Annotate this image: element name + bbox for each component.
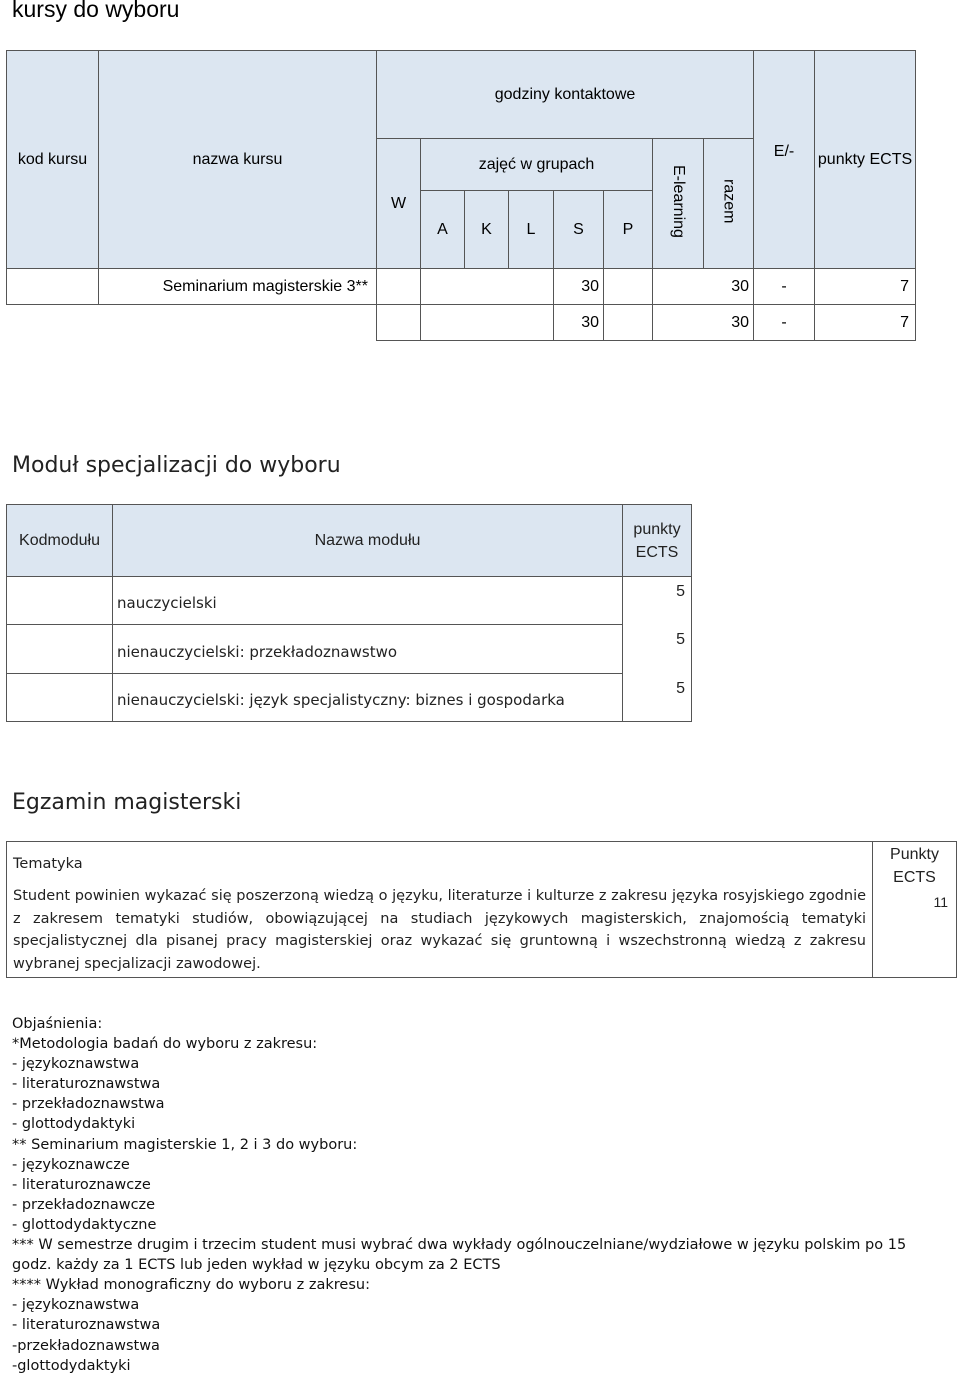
course-name: Seminarium magisterskie 3**: [99, 269, 377, 305]
header-p: P: [604, 191, 653, 269]
exam-ects-value: 11: [933, 894, 948, 910]
header-nazwa-modulu: Nazwa modułu: [113, 505, 623, 577]
header-punkty-ects: punkty ECTS: [815, 51, 916, 269]
section-title-modul: Moduł specjalizacji do wyboru: [12, 453, 341, 478]
note-line: - językoznawcze: [12, 1156, 130, 1173]
courses-table: [6, 50, 916, 341]
module-ects: 5: [623, 674, 692, 722]
exam-table: [6, 841, 957, 978]
header-godziny-kontaktowe: godziny kontaktowe: [377, 51, 754, 139]
module-name: nienauczycielski: język specjalistyczny: biznes i gospodarka: [113, 674, 623, 722]
header-s: S: [554, 191, 604, 269]
exam-description: Student powinien wykazać się poszerzoną wiedzą o języku, literaturze i kulturze z zakresu języka rosyjskiego zgodnie z zakresem tematyki studiów, obowiązującej na studiach językowych magisterskich, znajomością tematyki specjalistycznej dla pisanej pracy magisterskiej oraz wykazać się gruntowną i wszechstronną wiedzą z zakresu wybranej specjalizacji zawodowej.: [13, 888, 867, 972]
cell-s: 30: [554, 269, 604, 305]
note-line: - przekładoznawstwa: [12, 1096, 165, 1113]
cell-e: -: [754, 269, 815, 305]
note-line: **** Wykład monograficzny do wyboru z zakresu:: [12, 1277, 370, 1294]
modules-table: [6, 504, 692, 722]
table-row: [7, 674, 692, 722]
note-line: ** Seminarium magisterskie 1, 2 i 3 do wyboru:: [12, 1136, 358, 1153]
cell-ects: 7: [815, 305, 916, 341]
module-name: nauczycielski: [113, 577, 623, 625]
header-punkty-ects: Punkty ECTS: [890, 846, 939, 886]
note-line: - literaturoznawstwa: [12, 1317, 161, 1334]
header-e-minus: E/-: [754, 51, 815, 269]
header-kod-modulu: Kodmodułu: [7, 505, 113, 577]
header-razem: razem: [704, 139, 754, 269]
module-ects: 5: [623, 577, 692, 625]
exam-tematyka-cell: [7, 842, 873, 978]
header-a: A: [421, 191, 465, 269]
cell-razem: 30: [653, 269, 754, 305]
note-line: - literaturoznawstwa: [12, 1076, 161, 1093]
header-e-learning: E-learning: [653, 139, 704, 269]
header-nazwa-kursu: nazwa kursu: [99, 51, 377, 269]
note-line: -przekładoznawstwa: [12, 1337, 160, 1354]
header-tematyka: Tematyka: [13, 856, 83, 872]
note-line: - literaturoznawcze: [12, 1176, 151, 1193]
note-line: - glottodydaktyki: [12, 1116, 136, 1133]
header-kod-kursu: kod kursu: [7, 51, 99, 269]
section-title-kursy: kursy do wyboru: [12, 0, 180, 22]
table-row: [7, 625, 692, 674]
module-ects: 5: [623, 625, 692, 674]
note-line: Objaśnienia:: [12, 1016, 103, 1032]
header-zajec-w-grupach: zajęć w grupach: [421, 139, 653, 191]
notes: [12, 1014, 942, 1376]
note-line: - przekładoznawcze: [12, 1196, 156, 1213]
exam-ects-cell: [873, 842, 957, 978]
table-row: [7, 577, 692, 625]
cell-s: 30: [554, 305, 604, 341]
table-row: [7, 305, 916, 341]
table-row: [7, 269, 916, 305]
cell-razem: 30: [653, 305, 754, 341]
module-name: nienauczycielski: przekładoznawstwo: [113, 625, 623, 674]
header-punkty-ects: punkty ECTS: [623, 505, 692, 577]
header-l: L: [509, 191, 554, 269]
note-line: -glottodydaktyki: [12, 1357, 131, 1374]
note-line: *** W semestrze drugim i trzecim student musi wybrać dwa wykłady ogólnouczelniane/wydziałowe w języku polskim po 15 godz. każdy za 1 ECTS lub jeden wykład w języku obcym za 2 ECTS: [12, 1237, 907, 1274]
note-line: - językoznawstwa: [12, 1056, 140, 1073]
note-line: - językoznawstwa: [12, 1297, 140, 1314]
note-line: - glottodydaktyczne: [12, 1216, 157, 1233]
section-title-egzamin: Egzamin magisterski: [12, 790, 242, 815]
header-w: W: [377, 139, 421, 269]
note-line: *Metodologia badań do wyboru z zakresu:: [12, 1036, 318, 1053]
header-k: K: [465, 191, 509, 269]
cell-e: -: [754, 305, 815, 341]
cell-ects: 7: [815, 269, 916, 305]
